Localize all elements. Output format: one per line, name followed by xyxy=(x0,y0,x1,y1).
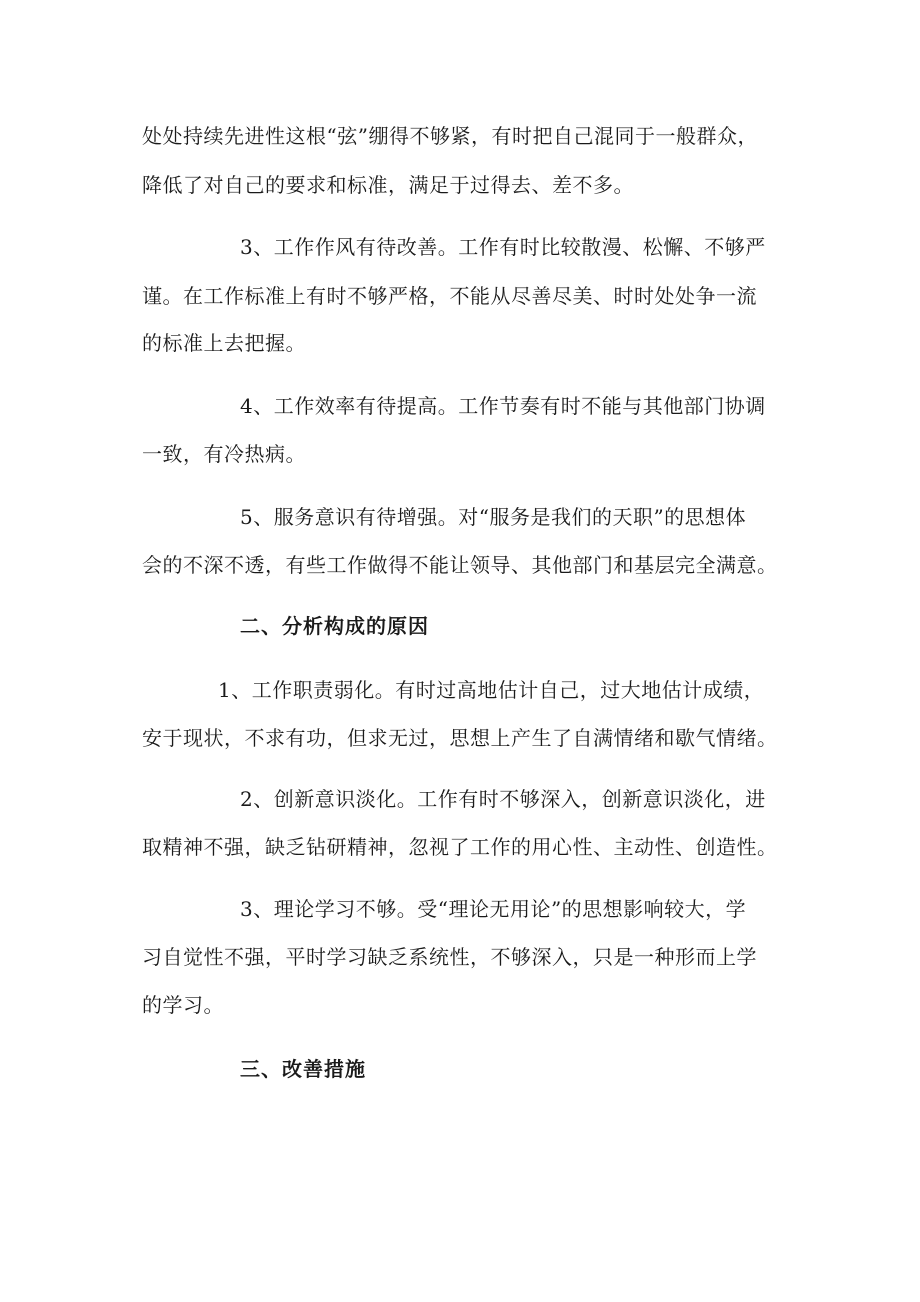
paragraph-line: 1、工作职责弱化。有时过高地估计自己，过大地估计成绩， xyxy=(218,678,765,702)
paragraph-line: 习自觉性不强，平时学习缺乏系统性，不够深入，只是一种形而上学 xyxy=(142,945,757,969)
paragraph-line: 一致，有冷热病。 xyxy=(142,442,306,466)
paragraph-line: 取精神不强，缺乏钻研精神，忽视了工作的用心性、主动性、创造性。 xyxy=(142,835,778,859)
paragraph-line: 5、服务意识有待增强。对“服务是我们的天职”的思想体 xyxy=(240,505,747,529)
paragraph-line: 2、创新意识淡化。工作有时不够深入，创新意识淡化，进 xyxy=(240,787,766,811)
paragraph-line: 的学习。 xyxy=(142,993,224,1017)
paragraph-line: 3、工作作风有待改善。工作有时比较散漫、松懈、不够严 xyxy=(240,235,766,259)
paragraph-line: 降低了对自己的要求和标准，满足于过得去、差不多。 xyxy=(142,173,634,197)
paragraph-line: 会的不深不透，有些工作做得不能让领导、其他部门和基层完全满意。 xyxy=(142,553,778,577)
paragraph-line: 4、工作效率有待提高。工作节奏有时不能与其他部门协调 xyxy=(240,394,766,418)
paragraph-line: 3、理论学习不够。受“理论无用论”的思想影响较大，学 xyxy=(240,897,747,921)
paragraph-line: 安于现状，不求有功，但求无过，思想上产生了自满情绪和歇气情绪。 xyxy=(142,726,778,750)
paragraph-line: 谨。在工作标准上有时不够严格，不能从尽善尽美、时时处处争一流 xyxy=(142,284,757,308)
paragraph-line: 的标准上去把握。 xyxy=(142,331,306,355)
section-heading-causes: 二、分析构成的原因 xyxy=(240,614,429,638)
section-heading-measures: 三、改善措施 xyxy=(240,1057,366,1081)
paragraph-line: 处处持续先进性这根“弦”绷得不够紧，有时把自己混同于一般群众， xyxy=(142,124,758,148)
